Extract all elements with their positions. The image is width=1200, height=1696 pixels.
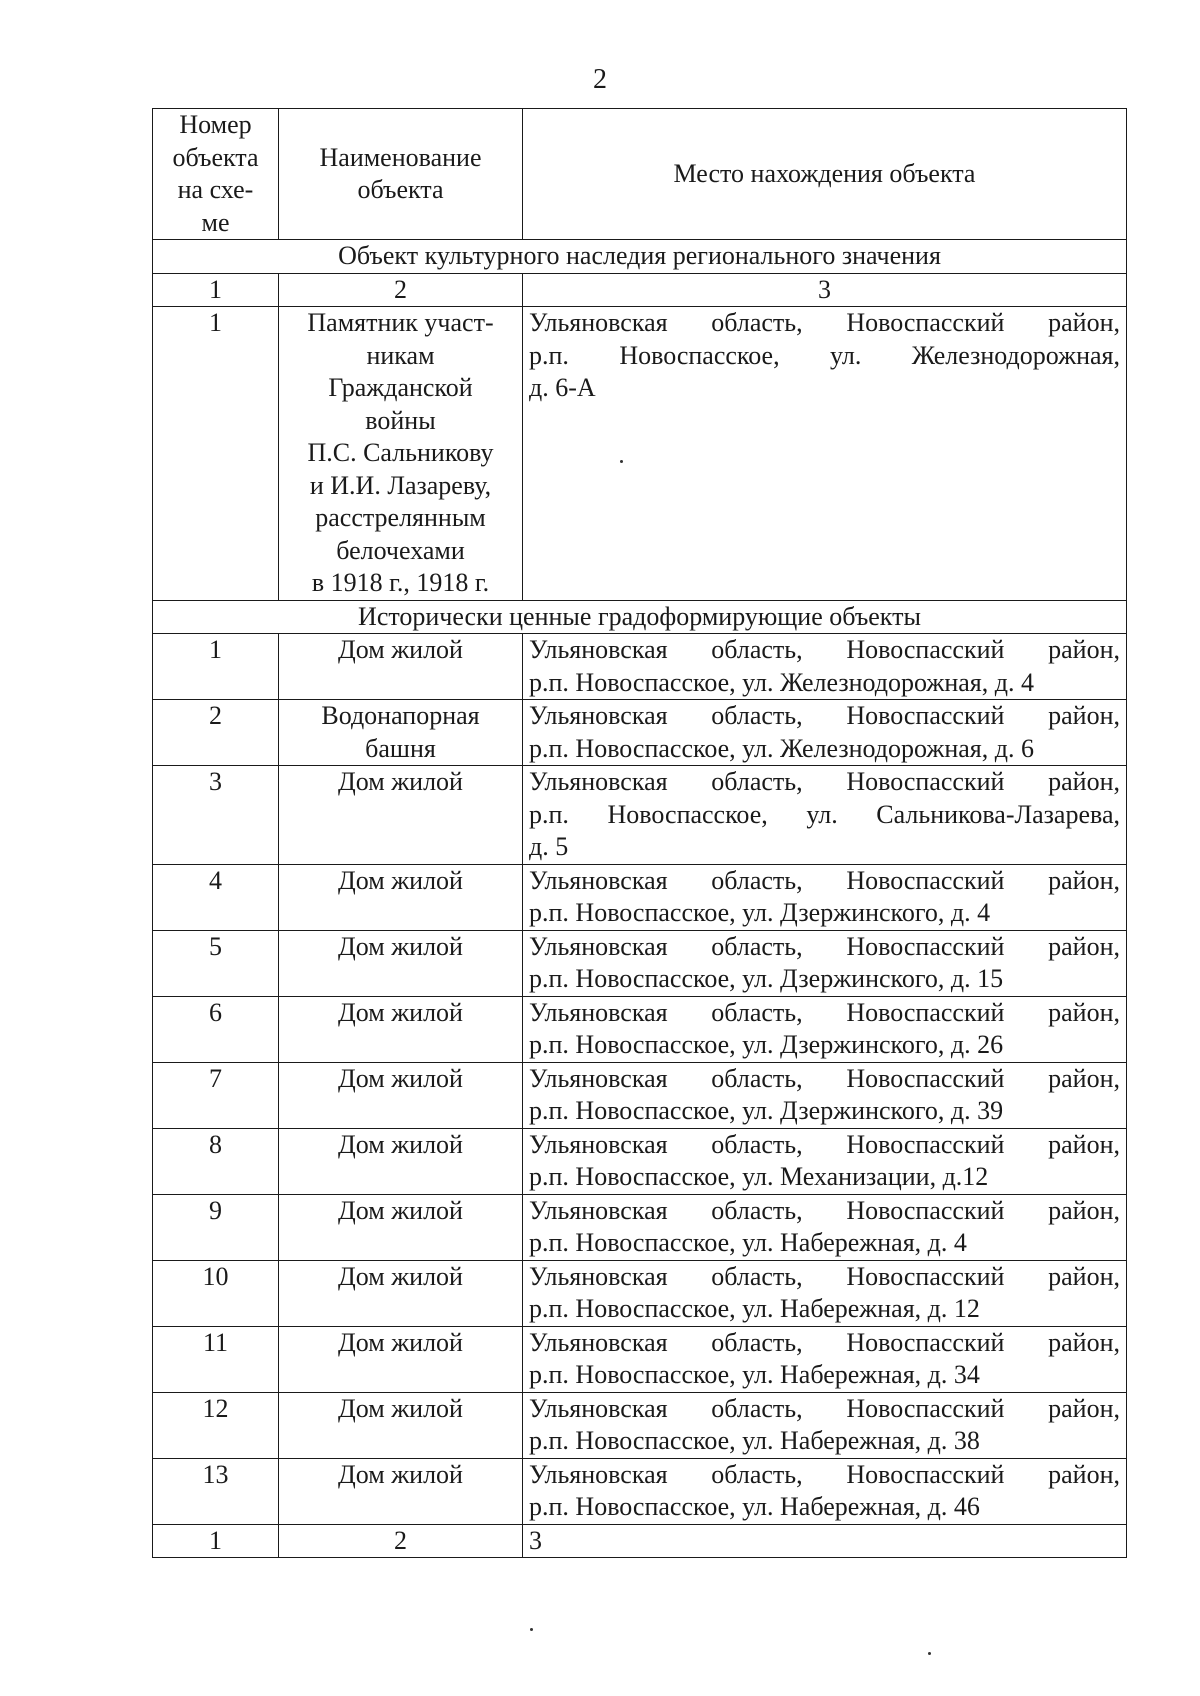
table-row [153,766,1127,865]
address-line: р.п. Новоспасское, ул. Сальникова-Лазарева, [529,799,1120,829]
header-object-name [279,109,523,240]
object-name: Дом жилой [279,1194,523,1260]
name-line: расстрелянным [315,503,486,532]
row-number: 6 [153,996,279,1062]
scan-speck [620,460,623,463]
name-line: в 1918 г., 1918 г. [311,568,490,597]
table-row [153,634,1127,700]
object-location [523,1458,1127,1524]
table-row [153,930,1127,996]
table-row [153,1260,1127,1326]
row-number: 11 [153,1326,279,1392]
object-location [523,1062,1127,1128]
section-heading-historic: Исторически ценные градоформирующие объекты [153,600,1127,634]
address-line: р.п. Новоспасское, ул. Набережная, д. 38 [529,1426,980,1455]
address-line: Ульяновская область, Новоспасский район, [529,635,1120,664]
address-line: р.п. Новоспасское, ул. Набережная, д. 12 [529,1294,980,1323]
object-location [523,1260,1127,1326]
address-line: р.п. Новоспасское, ул. Дзержинского, д. 39 [529,1096,1004,1125]
objects-table-body [153,109,1127,1558]
section-heading-row [153,240,1127,274]
address-line: Ульяновская область, Новоспасский район, [529,1261,1120,1291]
row-number: 8 [153,1128,279,1194]
object-name: Дом жилой [279,1458,523,1524]
object-location [523,1194,1127,1260]
table-row [153,1458,1127,1524]
address-line: Ульяновская область, Новоспасский район, [529,865,1120,895]
address-line: Ульяновская область, Новоспасский район, [529,1195,1120,1225]
object-location [523,996,1127,1062]
row-number: 4 [153,864,279,930]
name-line: и И.И. Лазареву, [309,470,492,500]
table-row [153,307,1127,601]
table-row [153,996,1127,1062]
table-row [153,1194,1127,1260]
table-row [153,864,1127,930]
row-number: 9 [153,1194,279,1260]
header-line: ме [201,207,230,237]
column-number: 3 [523,273,1127,307]
address-line: Ульяновская область, Новоспасский район, [529,997,1120,1027]
row-number: 2 [153,700,279,766]
object-name: Дом жилой [279,864,523,930]
address-line: Ульяновская область, Новоспасский район, [529,1327,1120,1357]
row-number: 1 [153,307,279,601]
address-line: р.п. Новоспасское, ул. Набережная, д. 46 [529,1492,980,1521]
name-line: войны [365,405,436,435]
scan-speck [530,1628,533,1631]
object-location [523,307,1127,601]
object-name: Дом жилой [279,634,523,700]
header-object-location: Место нахождения объекта [523,109,1127,240]
column-number: 2 [279,1524,523,1558]
header-object-number [153,109,279,240]
object-name: Дом жилой [279,996,523,1062]
row-number: 1 [153,634,279,700]
row-number: 13 [153,1458,279,1524]
name-line: Памятник участ- [307,308,494,337]
column-number: 1 [153,1524,279,1558]
object-location [523,1326,1127,1392]
address-line: Ульяновская область, Новоспасский район, [529,1393,1120,1423]
objects-table [152,108,1127,1558]
table-header-row [153,109,1127,240]
object-name: Дом жилой [279,1326,523,1392]
table-row [153,1128,1127,1194]
address-line: Ульяновская область, Новоспасский район, [529,767,1120,796]
scan-speck [928,1652,931,1655]
name-line: никам [366,340,435,370]
object-name [279,307,523,601]
object-location [523,930,1127,996]
object-name: Дом жилой [279,766,523,865]
object-location [523,766,1127,865]
object-name: Дом жилой [279,1260,523,1326]
address-line: Ульяновская область, Новоспасский район, [529,308,1120,337]
address-line: р.п. Новоспасское, ул. Набережная, д. 4 [529,1228,967,1257]
address-line: д. 6-А [529,373,596,402]
table-row [153,1392,1127,1458]
header-line: объекта [357,175,444,204]
column-number: 1 [153,273,279,307]
header-line: Наименование [319,142,482,172]
page-number: 2 [593,64,607,95]
address-line: р.п. Новоспасское, ул. Дзержинского, д. 4 [529,898,991,927]
row-number: 3 [153,766,279,865]
object-location [523,700,1127,766]
object-name: Водонапорная башня [279,700,523,766]
column-number: 2 [279,273,523,307]
address-line: р.п. Новоспасское, ул. Железнодорожная, д. 6 [529,733,1034,763]
column-number: 3 [523,1524,1127,1558]
object-name: Дом жилой [279,1062,523,1128]
address-line: р.п. Новоспасское, ул. Железнодорожная, [529,340,1120,370]
name-line: П.С. Сальникову [307,438,494,467]
object-name: Дом жилой [279,1392,523,1458]
object-location [523,1392,1127,1458]
address-line: Ульяновская область, Новоспасский район, [529,1459,1120,1489]
address-line: р.п. Новоспасское, ул. Железнодорожная, д. 4 [529,667,1034,697]
table-row [153,1062,1127,1128]
header-line: на схе- [177,175,254,204]
object-location [523,1128,1127,1194]
address-line: р.п. Новоспасское, ул. Дзержинского, д. 15 [529,964,1004,993]
address-line: Ульяновская область, Новоспасский район, [529,701,1120,730]
footer-column-numbers-row [153,1524,1127,1558]
header-line: объекта [172,142,259,172]
address-line: Ульяновская область, Новоспасский район, [529,1129,1120,1159]
object-name: Дом жилой [279,1128,523,1194]
address-line: р.п. Новоспасское, ул. Набережная, д. 34 [529,1360,980,1389]
object-location [523,634,1127,700]
object-location [523,864,1127,930]
row-number: 7 [153,1062,279,1128]
address-line: р.п. Новоспасское, ул. Дзержинского, д. 26 [529,1030,1004,1059]
address-line: Ульяновская область, Новоспасский район, [529,931,1120,961]
address-line: Ульяновская область, Новоспасский район, [529,1063,1120,1093]
name-line: белочехами [336,535,465,565]
header-line: Номер [179,110,252,139]
object-name: Дом жилой [279,930,523,996]
column-numbers-row [153,273,1127,307]
section-heading-row [153,600,1127,634]
name-line: Гражданской [328,373,473,402]
address-line: д. 5 [529,832,569,861]
row-number: 12 [153,1392,279,1458]
table-row [153,1326,1127,1392]
address-line: р.п. Новоспасское, ул. Механизации, д.12 [529,1162,989,1191]
section-heading-cultural: Объект культурного наследия регионального значения [153,240,1127,274]
row-number: 10 [153,1260,279,1326]
row-number: 5 [153,930,279,996]
table-row [153,700,1127,766]
